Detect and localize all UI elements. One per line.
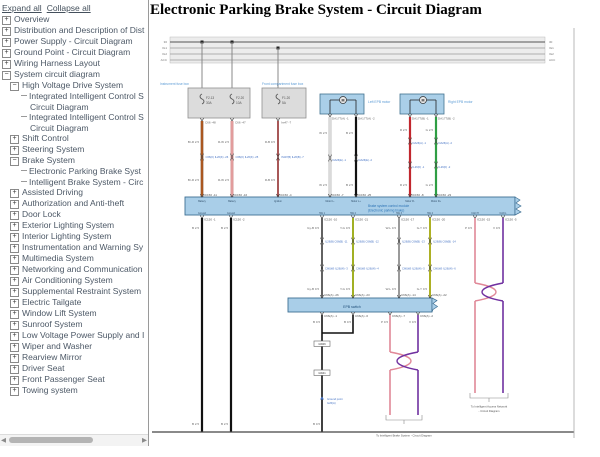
sidebar-item-label: Driver Seat [22,363,65,373]
fuse-rating: 5A [282,101,286,105]
sidebar-item-label: Electric Tailgate [22,297,82,307]
sidebar-item-label: Integrated Intelligent Control S [21,91,144,101]
expand-icon[interactable]: + [2,38,11,47]
collapse-icon[interactable]: − [2,71,11,80]
ecu-pin-function: CAN H [471,211,479,215]
ecu-pin-function: Ground [227,211,235,215]
left-epb-motor [320,94,391,114]
supply-wires [188,121,304,197]
sidebar-item-label: Circuit Diagram [30,122,89,133]
ecu-name: (Electronic parking brake) [368,208,405,213]
connector-pin: DA177(B) -2 [438,116,455,121]
expand-icon[interactable]: + [2,27,11,36]
sidebar-item-label: Overview [14,14,50,24]
switch-bottom-pin: C66(A) -7 [392,314,406,318]
ecu-top-pin: IC150 -8 [412,192,424,197]
expand-icon[interactable]: + [10,343,19,352]
connector-pin: DA177(A) -2 [358,116,375,121]
fuse-rating: 30A [206,101,212,105]
fuse-box-caption: Front compartment fuse box [262,82,304,86]
routing-note: To Intelligent Access Network [470,404,508,409]
expand-icon[interactable]: + [10,310,19,319]
sidebar-item-label: Electronic Parking Brake Syst [21,166,141,176]
ecu-top-pin: IC150 -16 [234,192,248,197]
wire-label: W 2.5 [319,183,327,187]
expand-icon[interactable]: + [2,16,11,25]
ecu-bottom-pin: IC150 -21 [355,217,369,222]
expand-icon[interactable]: + [10,135,19,144]
sidebar-item-label: Rearview Mirror [22,352,82,362]
fuse-name: F1.20 [282,96,291,100]
sidebar-item-label: Air Conditioning System [22,275,113,285]
wire-label: P 0.5 [381,320,388,324]
wire-label: R-W 2.5 [217,178,229,182]
wire-label: G-Y 0.5 [416,287,427,291]
expand-icon[interactable]: + [10,288,19,297]
fuse-name: F2.13 [206,96,215,100]
wire-label: P 0.5 [465,226,472,230]
front-compartment-fuse-box [262,82,306,118]
inline-connector-label: DA26(A) -1 [412,142,426,145]
ecu-top-pin: IC150 -7 [332,192,344,197]
expand-icon[interactable]: + [10,146,19,155]
routing-note: - Circuit Diagram [478,409,500,413]
motor-caption: Left EPB motor [368,100,391,104]
ecu-pin-function: Battery [198,199,206,203]
expand-icon[interactable]: + [10,255,19,264]
wire-label: Br-R 2.5 [187,140,199,144]
fuse-box-caption: Instrument fuse box [160,82,189,86]
sidebar-item-label: Window Lift System [22,308,97,318]
wire-label: B 0.5 [343,320,351,324]
ecu-pin-function: SW 4 [427,211,433,215]
collapse-all-link[interactable]: Collapse all [46,3,91,13]
ecu-pin-function: Battery [228,199,236,203]
brake-control-module [185,193,521,222]
bus-label: 30 [549,40,553,45]
connector-pin: DA177(B) -1 [412,116,429,121]
switch-top-pin: C66(A) -22 [432,293,447,298]
inline-connector-label: C66(W) IL26(W) -5 [402,267,425,271]
wire-label: R-W 2.5 [217,140,229,144]
sidebar-item-label: Intelligent Brake System - Circ [21,177,143,187]
wire-label: B 2.5 [220,422,228,426]
ecu-pin-function: Ground [198,211,206,215]
wire-label: B 2.5 [345,183,353,187]
expand-icon[interactable]: + [10,244,19,253]
sidebar-item-label: Assisted Driving [22,187,83,197]
wire-label: V 0.5 [492,226,500,230]
splice-label: GW41 [318,372,326,376]
bus-label: IG2 [549,52,554,57]
wire-label: Gy-B 0.5 [307,226,319,230]
wire-label: G 2.5 [425,183,433,187]
switch-top-pin: C66(A) -23 [355,293,370,298]
inline-connector-label: IM47(B) IL26(B) -7 [281,156,304,159]
ecu-top-pin: IC150 -25 [358,192,372,197]
wire-label: Gy-B 0.5 [307,287,319,291]
wire-label: R-B 0.5 [264,178,275,182]
expand-icon[interactable]: + [10,365,19,374]
lower-wires [192,218,508,432]
collapse-icon[interactable]: − [10,82,19,91]
motor-caption: Right EPB motor [448,100,473,104]
ecu-top-pin: IC150 -4 [280,192,292,197]
switch-top-pin: C66(A) -14 [401,293,416,298]
sidebar-item-label: Power Supply - Circuit Diagram [14,36,133,46]
wire-label: Y-G 0.5 [339,226,350,230]
connector-pin: C66 -48 [205,120,216,125]
sidebar-item-label: Sunroof System [22,319,83,329]
wire-label: R 2.5 [399,128,407,132]
wire-label: W-L 0.5 [385,226,396,230]
expand-icon[interactable]: + [10,233,19,242]
inline-connector-label: C66(W) IL26(W) -4 [356,267,379,271]
fuse-rating: 10A [236,101,242,105]
ecu-pin-function: SW 3 [396,211,402,215]
ecu-pin-function: Motor R+ [431,199,441,203]
sidebar-item-label: Instrumentation and Warning Sy [22,242,144,252]
epb-switch [288,293,447,437]
wire-label: R-B 0.5 [264,140,275,144]
inline-connector-label: C66(W) IL26(W) -6 [433,267,456,271]
inline-connector-label: C66(K) IL26(K) -25 [235,156,259,159]
ecu-bottom-pin: IC150 -15 [477,217,491,222]
inline-connector-label: IL26(B) C66(B) -13 [402,240,425,244]
inline-connector-label: DA26(A) -2 [438,142,452,145]
collapse-icon[interactable]: − [10,157,19,166]
ecu-bottom-pin: IC150 -17 [401,217,415,222]
ecu-bottom-pin: IC150 -1 [204,217,216,222]
wire-label: Y-G 0.5 [339,287,350,291]
expand-icon[interactable]: + [10,211,19,220]
ground-point-icon [320,397,324,400]
sidebar-item-label: Exterior Lighting System [22,220,115,230]
wire-label: W 2.5 [319,131,327,135]
ecu-top-pin: IC150 -23 [438,192,452,197]
motor-wires [319,117,452,197]
sidebar-item-label: System circuit diagram [14,69,100,79]
motor-symbol: M [341,98,345,103]
inline-connector-label: IL26(F) -1 [412,166,425,169]
connector-pin: DA177(A) -1 [332,116,349,121]
pair-bracket [386,415,422,420]
bus-label: ACC [549,58,556,63]
ground-point-label: Ground point [327,398,343,401]
ecu-top-pin: IC150 -11 [204,192,217,197]
expand-icon[interactable]: + [10,354,19,363]
sidebar-item-label: Steering System [22,144,85,154]
motor-symbol: M [421,98,425,103]
sidebar-item-label: Shift Control [22,133,69,143]
sidebar-item-label: Brake System [22,155,75,165]
bus-label: IG1 [162,46,167,51]
ground-point-label: G26(A) [327,402,336,405]
wire-label: B 2.5 [220,226,228,230]
torn-edge [515,197,521,215]
expand-icon[interactable]: + [10,332,19,341]
inline-connector-label: IL26(B) C66(B) -12 [356,240,379,244]
expand-icon[interactable]: + [10,387,19,396]
sidebar-item-label: Authorization and Anti-theft [22,198,125,208]
expand-all-link[interactable]: Expand all [2,3,42,13]
switch-caption: EPB switch [343,304,361,309]
inline-connector-label: IL26(B) C66(B) -14 [433,240,456,244]
pair-bracket [470,393,508,398]
ecu-pin-function: Motor L- [325,199,335,203]
expand-icon[interactable]: + [10,222,19,231]
wire-label: Br-R 2.5 [187,178,199,182]
switch-bottom-pin: C66(A) -1 [324,314,338,318]
expand-icon[interactable]: + [10,200,19,209]
bus-label: IG1 [549,46,554,51]
expand-icon[interactable]: + [10,321,19,330]
ecu-pin-function: Motor R- [405,199,415,203]
sidebar-item-label: Interior Lighting System [22,231,112,241]
expand-icon[interactable]: + [2,60,11,69]
scroll-left-icon[interactable]: ◀ [1,437,6,444]
wire-label: G 2.5 [425,128,433,132]
wire-label: B 0.5 [312,422,320,426]
sidebar-item-label: Distribution and Description of Dist [14,25,145,35]
ecu-pin-function: Motor L+ [351,199,361,203]
sidebar-item-label: Multimedia System [22,253,94,263]
sidebar-item-label: High Voltage Drive System [22,80,124,90]
fuse-name: F2.20 [236,96,245,100]
connector-pin: Im47 -7 [281,120,292,125]
wire-label: B 2.5 [345,131,353,135]
sidebar-item-label: Low Voltage Power Supply and I [22,330,145,340]
page-title: Electronic Parking Brake System - Circuit Diagram [150,2,482,18]
connector-pin: C66 -47 [235,120,246,125]
torn-edge [432,298,438,312]
switch-top-pin: C66(A) -26 [324,293,339,298]
ecu-pin-function: Ignition [274,199,282,203]
wire-label: R 2.5 [399,183,407,187]
expand-icon[interactable]: + [2,49,11,58]
sidebar-item-label: Circuit Diagram [30,101,89,112]
expand-icon[interactable]: + [10,376,19,385]
sidebar-item-label: Wiper and Washer [22,341,93,351]
expand-icon[interactable]: + [10,189,19,198]
bus-label: ACC [160,58,167,63]
wire-label: V 0.5 [408,320,416,324]
routing-note: To Intelligent Brake System - Circuit Diagram [376,433,432,438]
inline-connector-label: DA26(E) -2 [358,159,372,162]
sidebar-item-label: Networking and Communication [22,264,143,274]
wire-label: B 0.5 [312,320,320,324]
ecu-pin-function: SW 1 [319,211,325,215]
wire-label: B 2.5 [191,422,199,426]
inline-connector-label: DA26(E) -1 [332,159,346,162]
sidebar-item-label: Wiring Harness Layout [14,58,100,68]
bus-label: IG2 [162,52,167,57]
wire-label: W-L 0.5 [385,287,396,291]
sidebar-item-label: Front Passenger Seat [22,374,105,384]
ecu-name: Brake system control module [368,204,410,208]
ecu-bottom-pin: IC150 -5 [505,217,517,222]
sidebar-item-label: Ground Point - Circuit Diagram [14,47,131,57]
expand-icon[interactable]: + [10,299,19,308]
right-epb-motor [400,94,473,114]
expand-icon[interactable]: + [10,266,19,275]
ecu-bottom-pin: IC150 -2 [233,217,245,222]
expand-icon[interactable]: + [10,277,19,286]
ecu-pin-function: CAN L [499,211,507,215]
scroll-right-icon[interactable]: ▶ [142,437,147,444]
wire-label: B 2.5 [191,226,199,230]
instrument-fuse-box [160,82,250,118]
inline-connector-label: IL26(B) C66(B) -11 [325,240,348,244]
splice-label: GW06 [318,343,326,347]
sidebar-item-label: Door Lock [22,209,61,219]
sidebar-item-label: Integrated Intelligent Control S [21,112,144,122]
switch-bottom-pin: C66(A) -6 [355,314,369,318]
sidebar-item-label: Supplemental Restraint System [22,286,142,296]
ecu-bottom-pin: IC150 -10 [324,217,338,222]
inline-connector-label: C66(W) IL26(W) -3 [325,267,348,271]
inline-connector-label: IL26(F) -2 [438,166,451,169]
power-bus [161,37,557,88]
ecu-bottom-pin: IC150 -20 [432,217,446,222]
wire-label: G-Y 0.5 [416,226,427,230]
ecu-pin-function: SW 2 [350,211,356,215]
bus-label: 30 [163,40,167,45]
switch-bottom-pin: C66(A) -2 [420,314,434,318]
inline-connector-label: C66(K) IL26(K) -26 [205,156,229,159]
sidebar-item-label: Towing system [22,385,78,395]
